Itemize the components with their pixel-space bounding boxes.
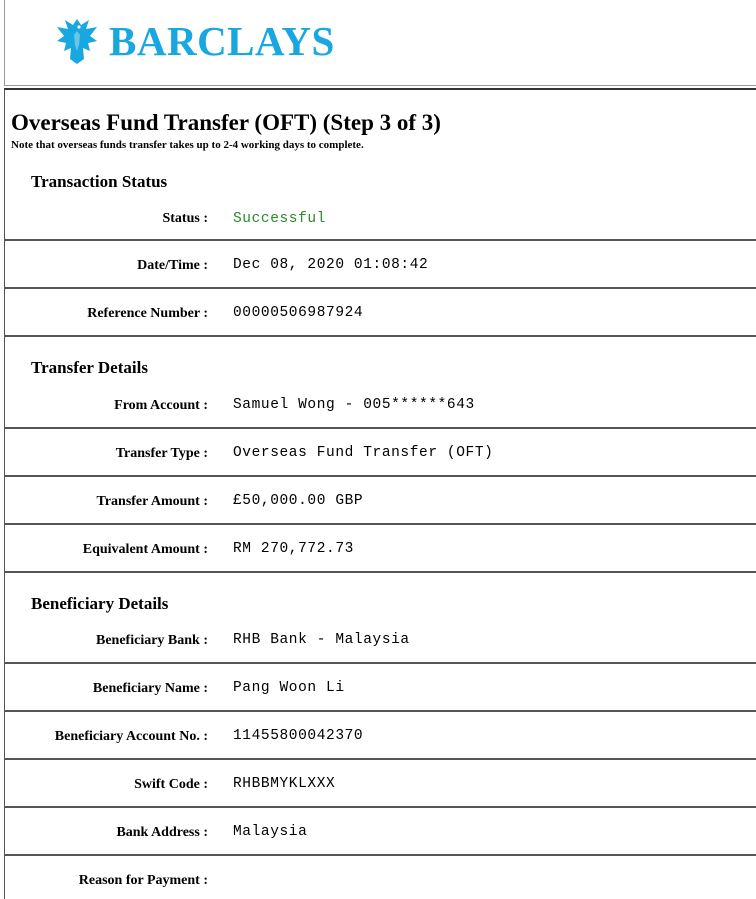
- divider: [5, 523, 756, 525]
- from-account-label: From Account :: [114, 398, 208, 413]
- transfer-receipt: [4, 88, 756, 899]
- transfer-amount-value: £50,000.00 GBP: [233, 493, 364, 509]
- beneficiary-name-value: Pang Woon Li: [233, 680, 345, 696]
- barclays-logo[interactable]: [55, 17, 335, 65]
- section-transaction-status: Transaction Status: [31, 172, 168, 191]
- divider: [5, 287, 756, 289]
- reason-label: Reason for Payment :: [78, 873, 208, 888]
- transfer-type-label: Transfer Type :: [115, 446, 208, 461]
- page-header: [4, 0, 756, 86]
- divider: [5, 335, 756, 337]
- page-note: Note that overseas funds transfer takes up to 2-4 working days to complete.: [11, 139, 364, 151]
- divider: [5, 758, 756, 760]
- reference-value: 00000506987924: [233, 305, 364, 321]
- equivalent-amount-value: RM 270,772.73: [233, 541, 354, 557]
- from-account-value: Samuel Wong - 005******643: [233, 397, 475, 413]
- section-beneficiary-details: Beneficiary Details: [31, 594, 169, 613]
- status-value: Successful: [233, 211, 327, 227]
- swift-code-value: RHBBMYKLXXX: [233, 776, 336, 792]
- beneficiary-account-label: Beneficiary Account No. :: [54, 729, 208, 744]
- eagle-icon: [55, 17, 99, 65]
- equivalent-amount-label: Equivalent Amount :: [82, 542, 208, 557]
- datetime-label: Date/Time :: [137, 258, 208, 273]
- bank-address-value: Malaysia: [233, 824, 308, 840]
- status-label: Status :: [162, 211, 208, 226]
- datetime-value: Dec 08, 2020 01:08:42: [233, 257, 429, 273]
- divider: [5, 571, 756, 573]
- divider: [5, 854, 756, 856]
- divider: [5, 806, 756, 808]
- divider: [5, 710, 756, 712]
- bank-address-label: Bank Address :: [116, 825, 208, 840]
- beneficiary-name-label: Beneficiary Name :: [92, 681, 208, 696]
- divider: [5, 239, 756, 241]
- transfer-amount-label: Transfer Amount :: [96, 494, 208, 509]
- divider: [5, 475, 756, 477]
- beneficiary-account-value: 11455800042370: [233, 728, 364, 744]
- swift-code-label: Swift Code :: [134, 777, 208, 792]
- reference-label: Reference Number :: [87, 306, 208, 321]
- divider: [5, 427, 756, 429]
- divider: [5, 662, 756, 664]
- transfer-type-value: Overseas Fund Transfer (OFT): [233, 445, 494, 461]
- page-title: Overseas Fund Transfer (OFT) (Step 3 of 3): [11, 110, 441, 135]
- brand-name: BARCLAYS: [109, 18, 335, 64]
- beneficiary-bank-value: RHB Bank - Malaysia: [233, 632, 410, 648]
- beneficiary-bank-label: Beneficiary Bank :: [96, 633, 208, 648]
- section-transfer-details: Transfer Details: [31, 358, 148, 377]
